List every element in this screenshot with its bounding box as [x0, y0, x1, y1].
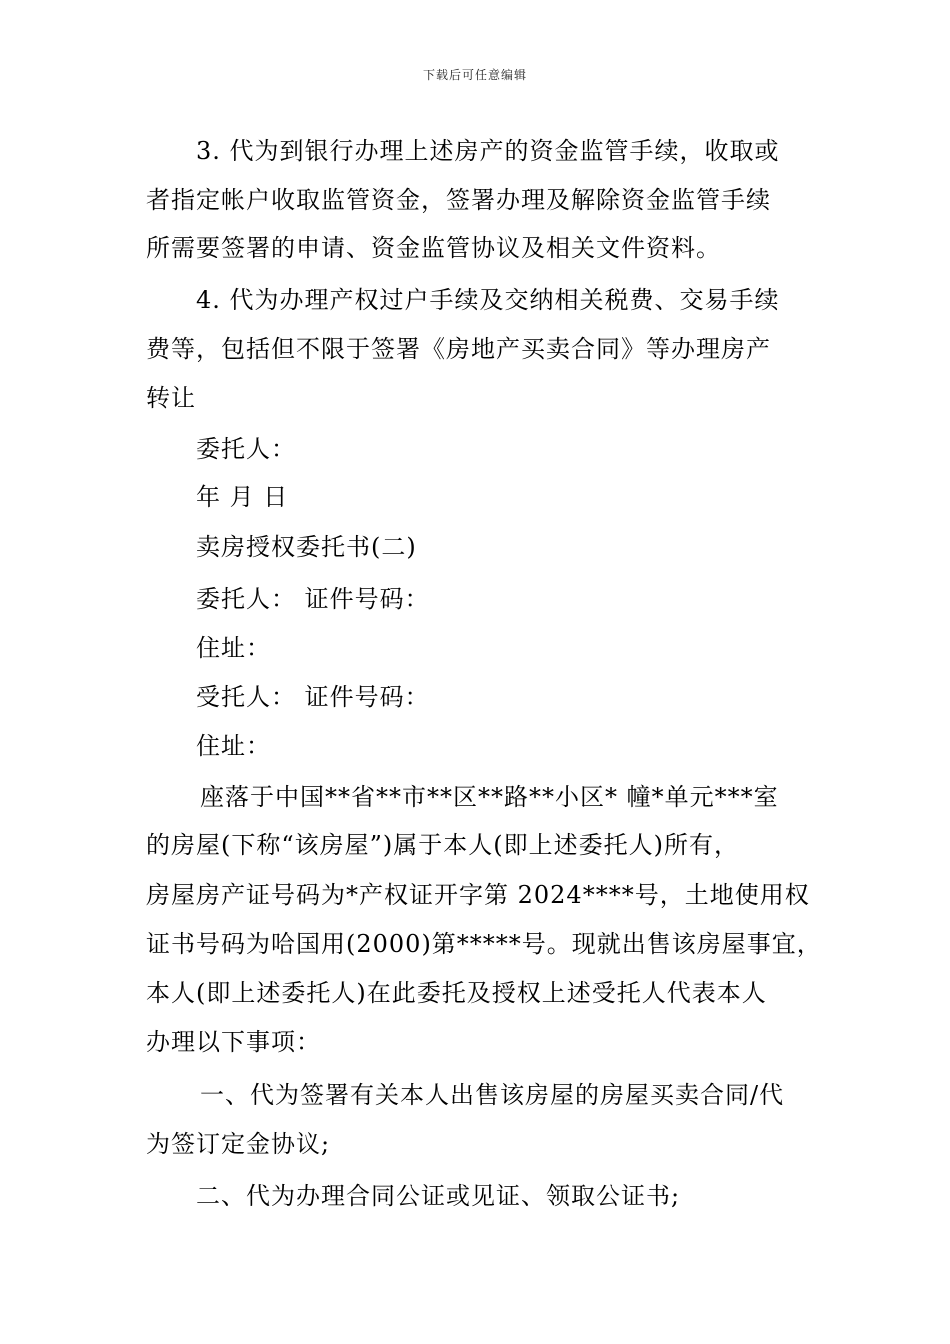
property-paragraph-line-2: 的房屋(下称“该房屋”)属于本人(即上述委托人)所有，	[146, 831, 739, 859]
document-subtitle: 卖房授权委托书(二)	[196, 533, 417, 561]
item-1-line-2: 为签订定金协议;	[146, 1130, 331, 1158]
principal-address-line: 住址：	[196, 634, 271, 662]
property-paragraph-line-5: 本人(即上述委托人)在此委托及授权上述受托人代表本人	[146, 979, 767, 1007]
principal-id-line: 委托人： 证件号码：	[196, 585, 430, 613]
paragraph-3-line-2: 者指定帐户收取监管资金，签署办理及解除资金监管手续	[146, 186, 771, 214]
item-2-line-1: 二、代为办理合同公证或见证、领取公证书;	[196, 1182, 681, 1210]
property-paragraph-line-1: 座落于中国**省**市**区**路**小区* 幢*单元***室	[200, 783, 779, 811]
agent-address-line: 住址：	[196, 732, 271, 760]
paragraph-4-line-1: 4. 代为办理产权过户手续及交纳相关税费、交易手续	[196, 286, 780, 314]
page-header-note: 下载后可任意编辑	[422, 68, 527, 82]
paragraph-4-line-3: 转让	[146, 384, 196, 412]
paragraph-4-line-2: 费等，包括但不限于签署《房地产买卖合同》等办理房产	[146, 335, 771, 363]
principal-signature-label: 委托人：	[196, 435, 296, 463]
property-paragraph-line-6: 办理以下事项：	[146, 1028, 321, 1056]
item-1-line-1: 一、代为签署有关本人出售该房屋的房屋买卖合同/代	[200, 1081, 785, 1109]
paragraph-3-line-1: 3. 代为到银行办理上述房产的资金监管手续，收取或	[196, 137, 780, 165]
property-paragraph-line-3: 房屋房产证号码为*产权证开字第 2024****号，土地使用权	[146, 881, 810, 909]
date-line: 年 月 日	[196, 483, 289, 511]
property-paragraph-line-4: 证书号码为哈国用(2000)第*****号。现就出售该房屋事宜，	[146, 930, 822, 958]
paragraph-3-line-3: 所需要签署的申请、资金监管协议及相关文件资料。	[146, 234, 721, 262]
agent-id-line: 受托人： 证件号码：	[196, 683, 430, 711]
